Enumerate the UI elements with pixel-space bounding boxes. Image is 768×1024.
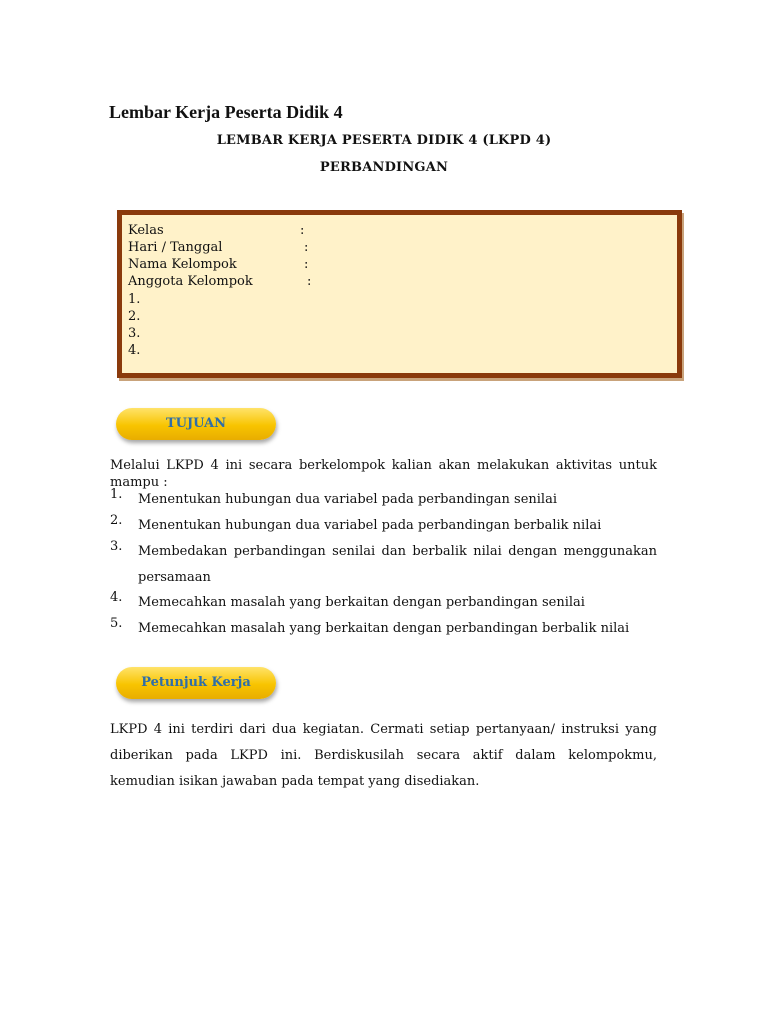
identity-colon: : <box>300 223 305 238</box>
tujuan-banner: TUJUAN <box>116 408 276 440</box>
identity-colon: : <box>304 257 309 272</box>
objective-number: 2. <box>110 513 123 528</box>
petunjuk-paragraph: LKPD 4 ini terdiri dari dua kegiatan. Cermati setiap pertanyaan/ instruksi yang diberikan pada LKPD ini. Berdiskusilah secara aktif dalam kelompokmu, kemudian isikan jawaban pada tempat yang disediakan. <box>110 722 657 789</box>
identity-label: Hari / Tanggal <box>128 240 223 255</box>
objective-text: Memecahkan masalah yang berkaitan dengan perbandingan senilai <box>138 595 585 610</box>
objective-number: 3. <box>110 539 123 554</box>
objective-text: Menentukan hubungan dua variabel pada perbandingan senilai <box>138 492 558 507</box>
identity-label: Anggota Kelompok <box>128 274 253 289</box>
topic-heading: PERBANDINGAN <box>319 160 449 175</box>
member-number: 3. <box>128 326 141 341</box>
member-number: 2. <box>128 309 141 324</box>
objective-text: Membedakan perbandingan senilai dan berbalik nilai dengan menggunakan persamaan <box>138 544 657 585</box>
identity-label: Kelas <box>128 223 164 238</box>
identity-box <box>117 210 682 378</box>
member-number: 1. <box>128 292 141 307</box>
identity-colon: : <box>307 274 312 289</box>
objective-number: 1. <box>110 487 123 502</box>
intro-paragraph: Melalui LKPD 4 ini secara berkelompok kalian akan melakukan aktivitas untuk mampu : <box>110 458 657 490</box>
identity-colon: : <box>304 240 309 255</box>
objective-number: 5. <box>110 616 123 631</box>
worksheet-heading: LEMBAR KERJA PESERTA DIDIK 4 (LKPD 4) <box>216 133 552 148</box>
petunjuk-banner: Petunjuk Kerja <box>116 667 276 699</box>
objective-text: Menentukan hubungan dua variabel pada perbandingan berbalik nilai <box>138 518 602 533</box>
objective-text: Memecahkan masalah yang berkaitan dengan perbandingan berbalik nilai <box>138 621 630 636</box>
objective-number: 4. <box>110 590 123 605</box>
identity-label: Nama Kelompok <box>128 257 237 272</box>
member-number: 4. <box>128 343 141 358</box>
page-title: Lembar Kerja Peserta Didik 4 <box>109 102 343 122</box>
